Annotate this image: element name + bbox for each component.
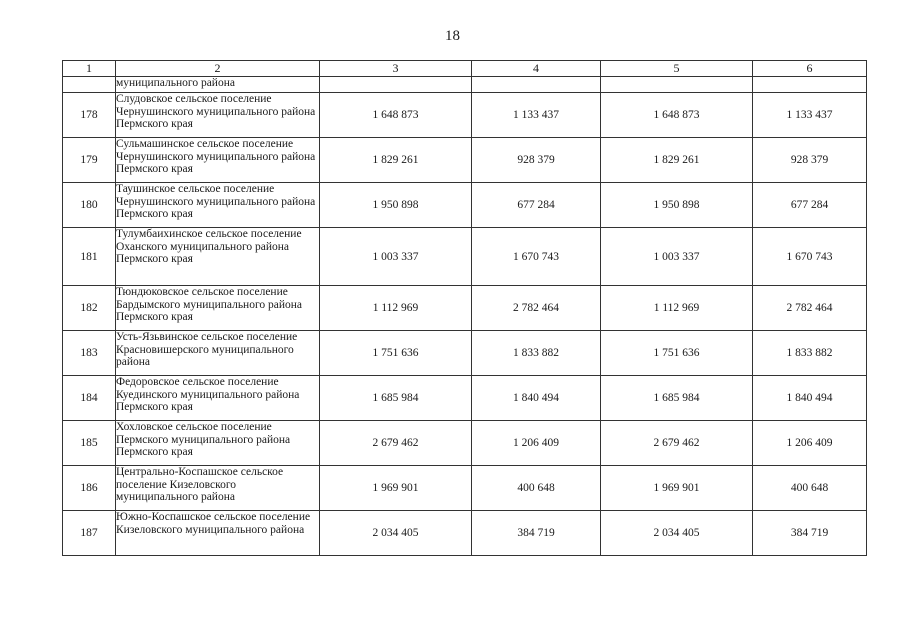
row-number: 184: [63, 376, 116, 421]
value-col-4: 1 206 409: [472, 421, 601, 466]
table-row: [63, 421, 867, 466]
value-col-3: 1 829 261: [320, 138, 472, 183]
value-col-6: 400 648: [753, 466, 867, 511]
value-col-4: 1 133 437: [472, 93, 601, 138]
value-col-5: 2 034 405: [601, 511, 753, 556]
settlement-name: Тюндюковское сельское поселение Бардымского муниципального района Пермского края: [116, 286, 320, 331]
value-col-4: 400 648: [472, 466, 601, 511]
column-header: 4: [472, 61, 601, 77]
settlement-name: Слудовское сельское поселение Чернушинского муниципального района Пермского края: [116, 93, 320, 138]
settlement-name: Сульмашинское сельское поселение Чернушинского муниципального района Пермского края: [116, 138, 320, 183]
table-row: [63, 183, 867, 228]
table-row: [63, 376, 867, 421]
continuation-cell: муниципального района: [116, 77, 320, 93]
settlement-name: Хохловское сельское поселение Пермского муниципального района Пермского края: [116, 421, 320, 466]
row-number: 181: [63, 228, 116, 286]
table-header-row: [63, 61, 867, 77]
settlement-name: Центрально-Коспашское сельское поселение Кизеловского муниципального района: [116, 466, 320, 511]
row-number: 182: [63, 286, 116, 331]
value-col-5: 1 969 901: [601, 466, 753, 511]
value-col-4: 1 833 882: [472, 331, 601, 376]
value-col-3: 1 950 898: [320, 183, 472, 228]
column-header: 2: [116, 61, 320, 77]
table-row: [63, 93, 867, 138]
column-header: 3: [320, 61, 472, 77]
column-header: 5: [601, 61, 753, 77]
value-col-3: 1 112 969: [320, 286, 472, 331]
value-col-5: 1 950 898: [601, 183, 753, 228]
value-col-3: 1 685 984: [320, 376, 472, 421]
table-row: [63, 466, 867, 511]
value-col-6: 677 284: [753, 183, 867, 228]
value-col-3: 1 648 873: [320, 93, 472, 138]
table-cell: [753, 77, 867, 93]
data-table: [62, 60, 867, 556]
value-col-4: 1 840 494: [472, 376, 601, 421]
value-col-6: 384 719: [753, 511, 867, 556]
settlement-name: Таушинское сельское поселение Чернушинского муниципального района Пермского края: [116, 183, 320, 228]
table-cell: [320, 77, 472, 93]
value-col-5: 1 648 873: [601, 93, 753, 138]
table-row: [63, 286, 867, 331]
row-number: 187: [63, 511, 116, 556]
column-header: 1: [63, 61, 116, 77]
value-col-6: 1 133 437: [753, 93, 867, 138]
column-header: 6: [753, 61, 867, 77]
value-col-5: 2 679 462: [601, 421, 753, 466]
value-col-4: 677 284: [472, 183, 601, 228]
row-number: 186: [63, 466, 116, 511]
table-row: [63, 228, 867, 286]
value-col-5: 1 829 261: [601, 138, 753, 183]
table-cell: [472, 77, 601, 93]
value-col-6: 1 670 743: [753, 228, 867, 286]
value-col-3: 1 003 337: [320, 228, 472, 286]
value-col-6: 1 206 409: [753, 421, 867, 466]
table-row: [63, 331, 867, 376]
value-col-3: 1 751 636: [320, 331, 472, 376]
value-col-6: 1 840 494: [753, 376, 867, 421]
value-col-6: 1 833 882: [753, 331, 867, 376]
value-col-3: 1 969 901: [320, 466, 472, 511]
settlement-name: Федоровское сельское поселение Куединского муниципального района Пермского края: [116, 376, 320, 421]
value-col-4: 2 782 464: [472, 286, 601, 331]
row-number: 183: [63, 331, 116, 376]
settlement-name: Тулумбаихинское сельское поселение Оханского муниципального района Пермского края: [116, 228, 320, 286]
table-cell: [601, 77, 753, 93]
row-number: 180: [63, 183, 116, 228]
row-number: 179: [63, 138, 116, 183]
value-col-5: 1 003 337: [601, 228, 753, 286]
settlement-name: Усть-Язьвинское сельское поселение Красновишерского муниципального района: [116, 331, 320, 376]
value-col-3: 2 034 405: [320, 511, 472, 556]
table-cell: [63, 77, 116, 93]
value-col-4: 384 719: [472, 511, 601, 556]
value-col-5: 1 751 636: [601, 331, 753, 376]
settlement-name: Южно-Коспашское сельское поселение Кизеловского муниципального района: [116, 511, 320, 556]
value-col-5: 1 112 969: [601, 286, 753, 331]
table-row: [63, 511, 867, 556]
value-col-4: 928 379: [472, 138, 601, 183]
table-row: [63, 138, 867, 183]
row-number: 178: [63, 93, 116, 138]
value-col-4: 1 670 743: [472, 228, 601, 286]
value-col-5: 1 685 984: [601, 376, 753, 421]
value-col-6: 2 782 464: [753, 286, 867, 331]
value-col-3: 2 679 462: [320, 421, 472, 466]
continuation-row: [63, 77, 867, 93]
row-number: 185: [63, 421, 116, 466]
value-col-6: 928 379: [753, 138, 867, 183]
page-number: 18: [445, 28, 460, 44]
